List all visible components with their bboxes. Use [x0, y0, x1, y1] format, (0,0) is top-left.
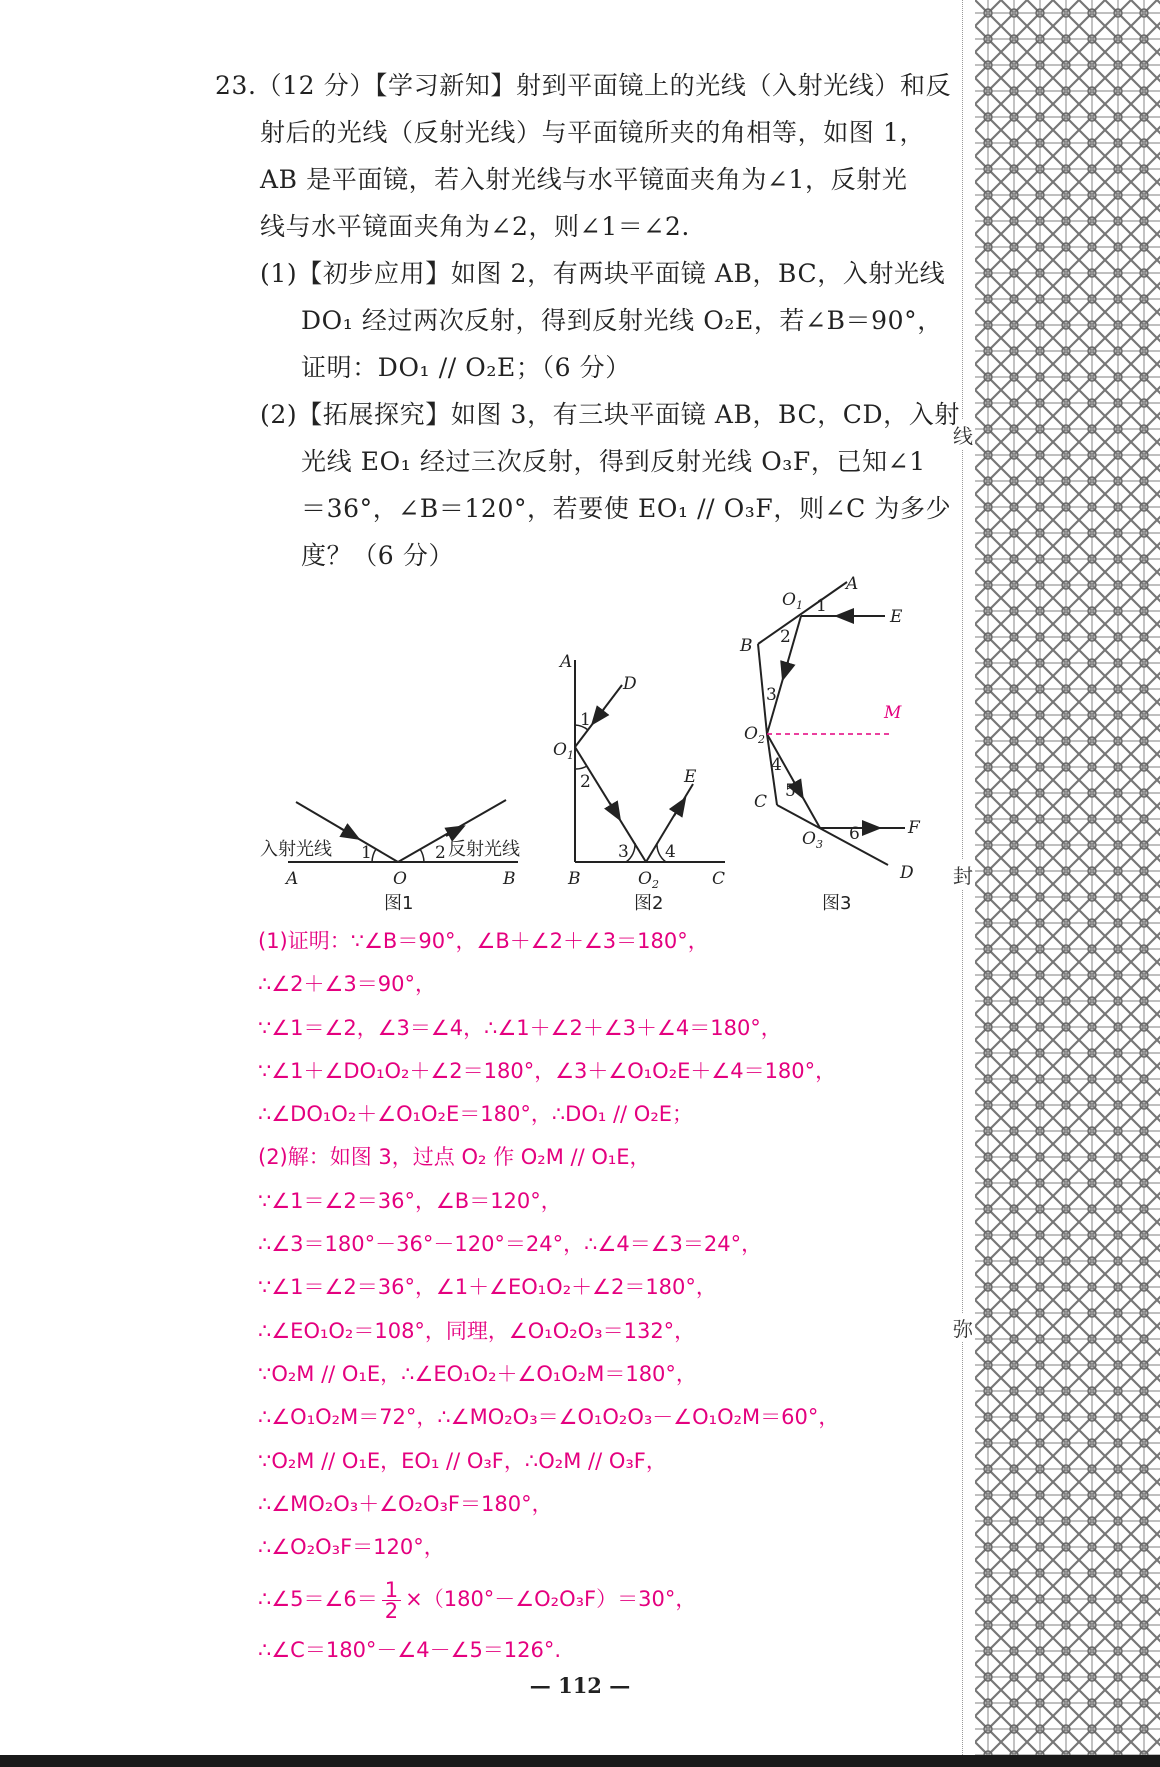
- fig3-mirror-ab: [758, 582, 847, 644]
- problem-line: 证明：DO₁ // O₂E；（6 分）: [301, 353, 631, 382]
- fig1-incident-label: 入射光线: [260, 839, 332, 860]
- fig3-label-f: F: [908, 818, 920, 838]
- fig1-angle1-arc: [372, 849, 376, 862]
- fig3-angle6-label: 6: [849, 824, 860, 844]
- solution-answer: [258, 920, 958, 1673]
- figure-1: [260, 800, 520, 914]
- fig2-caption: 图2: [634, 893, 664, 914]
- problem-line: 射后的光线（反射光线）与平面镜所夹的角相等，如图 1，: [260, 118, 926, 147]
- problem-line: (2)【拓展探究】如图 3，有三块平面镜 AB，BC，CD，入射: [260, 400, 960, 429]
- fig3-label-c: C: [754, 792, 768, 812]
- fig2-label-o1: $O_1$: [553, 740, 574, 762]
- fig2-angle2-label: 2: [580, 772, 591, 792]
- fig2-arrow-2: [610, 803, 616, 813]
- solution-line: ∴∠O₁O₂M＝72°，∴∠MO₂O₃＝∠O₁O₂O₃－∠O₁O₂M＝60°，: [258, 1405, 840, 1430]
- solution-line: ∴∠3＝180°－36°－120°＝24°，∴∠4＝∠3＝24°，: [258, 1232, 763, 1257]
- fig2-label-o2: $O_2$: [638, 869, 659, 891]
- fig2-angle3-label: 3: [618, 842, 629, 862]
- fig1-label-a: A: [286, 869, 299, 889]
- fig1-angle2-arc: [420, 849, 424, 862]
- decorative-margin-pattern: [975, 0, 1160, 1767]
- solution-line: ∵O₂M // O₁E，EO₁ // O₃F，∴O₂M // O₃F，: [258, 1448, 667, 1473]
- solution-line: ∵∠1＋∠DO₁O₂＋∠2＝180°，∠3＋∠O₁O₂E＋∠4＝180°，: [258, 1058, 837, 1083]
- fraction-prefix: ∴∠5＝∠6＝: [258, 1587, 378, 1612]
- fraction-suffix: ×（180°－∠O₂O₃F）＝30°，: [405, 1587, 697, 1612]
- bottom-edge-bar: [0, 1755, 1160, 1767]
- page-number: — 112 —: [529, 1673, 631, 1698]
- fig3-label-a: A: [846, 575, 859, 594]
- problem-statement: [215, 62, 960, 579]
- fig2-label-d: D: [623, 674, 637, 694]
- problem-line: 23.（12 分）【学习新知】射到平面镜上的光线（入射光线）和反: [215, 71, 952, 100]
- solution-line: (2)解：如图 3，过点 O₂ 作 O₂M // O₁E，: [258, 1145, 651, 1170]
- side-label-line: 线: [953, 420, 973, 449]
- solution-line: ∴∠MO₂O₃＋∠O₂O₃F＝180°，: [258, 1491, 553, 1516]
- solution-line: (1)证明：∵∠B＝90°，∠B＋∠2＋∠3＝180°，: [258, 929, 709, 953]
- fig3-angle3-label: 3: [766, 685, 777, 705]
- fig2-arrow-3: [674, 805, 681, 816]
- fig1-label-b: B: [503, 869, 516, 889]
- side-label-close: 弥: [953, 1313, 973, 1342]
- problem-line: (1)【初步应用】如图 2，有两块平面镜 AB，BC，入射光线: [260, 259, 946, 288]
- fig3-caption: 图3: [822, 893, 852, 914]
- figure-3: [739, 575, 921, 914]
- fig1-angle2-label: 2: [435, 843, 446, 863]
- fig3-label-o3: $O_3$: [802, 829, 823, 851]
- problem-line: AB 是平面镜，若入射光线与水平镜面夹角为∠1，反射光: [260, 165, 908, 194]
- fig2-label-a: A: [560, 652, 573, 672]
- figure-2: [553, 652, 725, 914]
- solution-line: ∴∠DO₁O₂＋∠O₁O₂E＝180°，∴DO₁ // O₂E；: [258, 1102, 694, 1127]
- figures-panel: [250, 575, 950, 920]
- fig3-label-o1: $O_1$: [782, 590, 803, 612]
- fig3-mirror-cd: [777, 805, 888, 865]
- problem-line: 线与水平镜面夹角为∠2，则∠1＝∠2.: [260, 212, 690, 241]
- fraction-numerator: 1: [382, 1580, 401, 1601]
- side-label-seal: 封: [953, 860, 973, 889]
- problem-line: 光线 EO₁ 经过三次反射，得到反射光线 O₃F，已知∠1: [301, 447, 926, 476]
- fig3-label-m: M: [884, 703, 902, 723]
- fig1-reflected-label: 反射光线: [448, 839, 520, 860]
- fraction-one-half: [382, 1577, 401, 1623]
- solution-line: ∴∠2＋∠3＝90°，: [258, 972, 436, 997]
- fig1-angle1-label: 1: [361, 843, 372, 863]
- solution-line: ∴∠EO₁O₂＝108°，同理，∠O₁O₂O₃＝132°，: [258, 1318, 696, 1343]
- problem-line: 度？（6 分）: [301, 541, 455, 570]
- solution-line: ∵∠1＝∠2＝36°，∠1＋∠EO₁O₂＋∠2＝180°，: [258, 1275, 717, 1300]
- fig3-label-d: D: [900, 863, 914, 883]
- fig1-arrow-incident: [340, 828, 352, 835]
- fraction-denominator: 2: [384, 1598, 399, 1623]
- fig1-label-o: O: [393, 869, 407, 889]
- fig2-arrow-1: [597, 709, 604, 718]
- fig3-label-b: B: [740, 636, 753, 656]
- fig3-angle2-label: 2: [780, 627, 791, 647]
- solution-line: ∴∠O₂O₃F＝120°，: [258, 1535, 445, 1560]
- fig2-angle4-label: 4: [665, 842, 676, 862]
- fig2-label-c: C: [712, 869, 726, 889]
- fig3-angle1-label: 1: [816, 596, 827, 616]
- solution-line: ∵∠1＝∠2，∠3＝∠4，∴∠1＋∠2＋∠3＋∠4＝180°，: [258, 1015, 782, 1040]
- fig2-label-e: E: [684, 767, 697, 787]
- fig3-angle4-label: 4: [771, 755, 782, 775]
- problem-line: ＝36°，∠B＝120°，若要使 EO₁ // O₃F，则∠C 为多少: [301, 494, 952, 523]
- fig3-label-e: E: [890, 607, 903, 627]
- fig3-angle5-label: 5: [785, 781, 796, 801]
- fig2-label-b: B: [568, 869, 581, 889]
- fig1-caption: 图1: [384, 893, 414, 914]
- solution-fraction-line: [258, 1569, 958, 1629]
- fig2-angle1-label: 1: [580, 710, 591, 730]
- solution-final-line: ∴∠C＝180°－∠4－∠5＝126°.: [258, 1638, 562, 1663]
- fig2-angle2-arc: [575, 766, 587, 769]
- solution-line: ∵O₂M // O₁E，∴∠EO₁O₂＋∠O₁O₂M＝180°，: [258, 1361, 697, 1386]
- problem-line: DO₁ 经过两次反射，得到反射光线 O₂E，若∠B＝90°，: [301, 306, 943, 335]
- solution-line: ∵∠1＝∠2＝36°，∠B＝120°，: [258, 1188, 562, 1213]
- fig3-label-o2: $O_2$: [744, 724, 765, 746]
